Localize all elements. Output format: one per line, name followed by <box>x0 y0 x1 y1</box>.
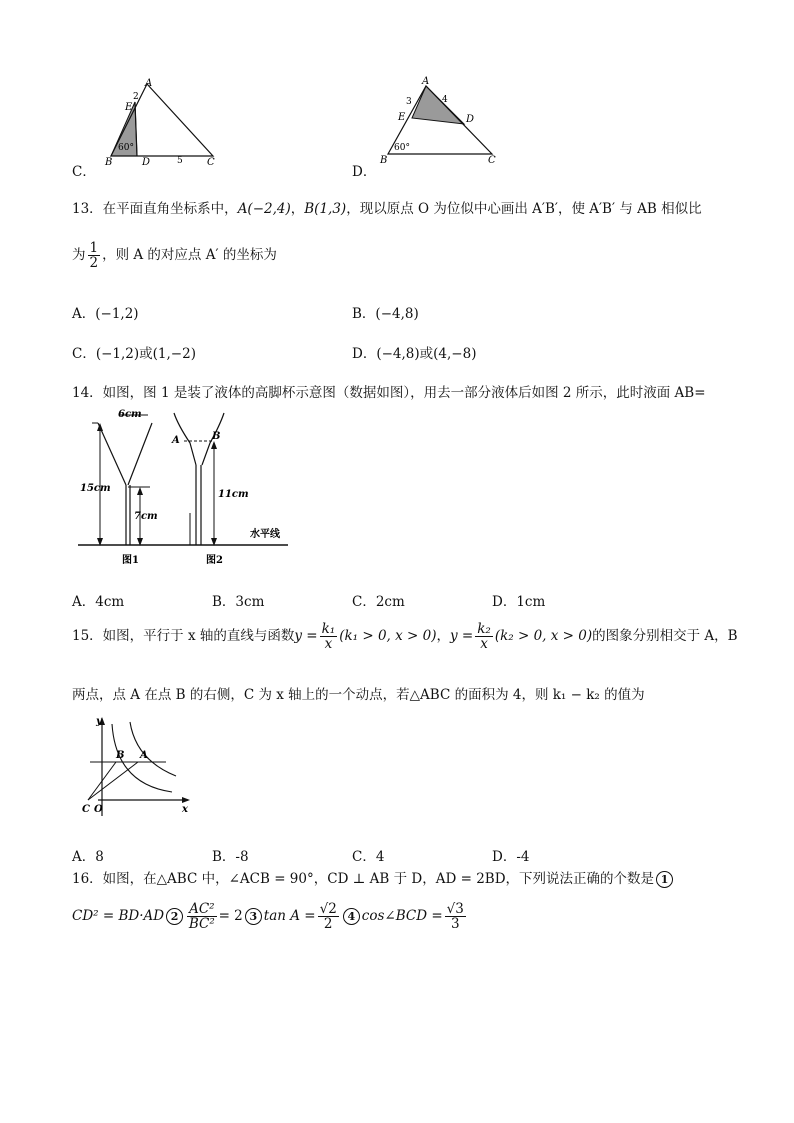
label-angle: 60° <box>394 143 410 153</box>
circle-number-2: 2 <box>166 908 183 925</box>
statement-3: tan A = <box>263 908 316 925</box>
statement-2-fraction: $\frac{\text{AC²}}{\text{BC²}}$ <box>188 901 215 933</box>
label-b: B <box>105 157 113 168</box>
label-fig2: 图2 <box>206 555 223 566</box>
q13-option-c[interactable]: C．(−1,2)或(1,−2) <box>72 346 196 362</box>
q16-statements <box>72 902 468 931</box>
hyperbola-figure <box>76 712 196 822</box>
label-b: B <box>116 750 125 761</box>
label-c: C <box>488 155 496 164</box>
q15-stem-line2: 两点，点 A 在点 B 的右侧，C 为 x 轴上的一个动点，若△ABC 的面积为 4，则 k₁ − k₂ 的值为 <box>72 687 645 703</box>
label-a: A <box>145 78 153 89</box>
q15-option-c[interactable]: C．4 <box>352 849 385 865</box>
q15-option-b[interactable]: B．-8 <box>212 849 249 865</box>
label-b: B <box>380 155 388 164</box>
goblet-figure <box>78 405 290 575</box>
ratio-fraction: $\frac{1}{2}$ <box>89 240 99 272</box>
label-fig1: 图1 <box>122 555 139 566</box>
label-o: O <box>94 804 103 815</box>
label-15cm: 15cm <box>80 483 111 494</box>
option-c-label: C． <box>72 164 96 180</box>
label-c: C <box>207 157 215 168</box>
q16-stem-line1: 16．如图，在△ABC 中，∠ACB = 90°，CD ⊥ AB 于 D，AD = 2BD，下列说法正确的个数是 1 <box>72 867 675 888</box>
label-len-ae: 3 <box>406 97 412 107</box>
statement-2-rhs: = 2 <box>218 908 243 925</box>
label-7cm: 7cm <box>134 511 158 522</box>
label-a: A <box>172 435 180 446</box>
q13-option-a[interactable]: A．(−1,2) <box>72 306 139 322</box>
label-6cm: 6cm <box>118 409 142 420</box>
q13-option-d[interactable]: D．(−4,8)或(4,−8) <box>352 346 477 362</box>
label-11cm: 11cm <box>218 489 249 500</box>
label-e: E <box>398 112 406 123</box>
statement-3-fraction: $\frac{√2}{2}$ <box>319 901 337 933</box>
statement-4-fraction: $\frac{√3}{3}$ <box>446 901 464 933</box>
q15-option-a[interactable]: A．8 <box>72 849 104 865</box>
statement-4: cos∠BCD = <box>361 908 443 925</box>
label-len-ad: 4 <box>442 95 448 105</box>
circle-number-3: 3 <box>245 908 262 925</box>
triangle-figure-c <box>95 76 225 168</box>
label-len-ae: 2 <box>133 92 139 102</box>
label-d: D <box>466 114 475 125</box>
q14-option-a[interactable]: A．4cm <box>72 594 125 610</box>
label-len-dc: 5 <box>177 156 183 166</box>
q13-stem-line2: 为 $\frac{1}{2}$ ，则 A 的对应点 A′ 的坐标为 <box>72 240 277 272</box>
label-a: A <box>140 750 148 761</box>
label-c: C <box>82 804 90 815</box>
label-x: x <box>182 804 188 815</box>
q13-option-b[interactable]: B．(−4,8) <box>352 306 419 322</box>
label-e: E <box>125 102 133 113</box>
q15-stem-line1: 15．如图，平行于 x 轴的直线与函数y = $\frac{\text{k₁}}{x}$ (k₁ > 0, x > 0)，y = $\frac{\text{k₂}}{x}$ (k₂ > 0, x > 0)的图象分别相交于 A，B <box>72 621 738 653</box>
label-horizon: 水平线 <box>250 529 280 540</box>
triangle-figure-d <box>372 72 502 164</box>
q14-stem: 14．如图，图 1 是装了液体的高脚杯示意图（数据如图），用去一部分液体后如图 2 所示，此时液面 AB= <box>72 385 706 401</box>
fraction-k1-x: $\frac{\text{k₁}}{x}$ <box>321 621 336 653</box>
q14-option-b[interactable]: B．3cm <box>212 594 265 610</box>
label-y: y <box>96 716 102 727</box>
option-d-label: D． <box>352 164 377 180</box>
q14-option-d[interactable]: D．1cm <box>492 594 546 610</box>
q15-option-d[interactable]: D．-4 <box>492 849 530 865</box>
label-a: A <box>422 76 430 87</box>
q14-option-c[interactable]: C．2cm <box>352 594 405 610</box>
circle-number-1: 1 <box>656 871 673 888</box>
circle-number-4: 4 <box>343 908 360 925</box>
q13-stem-line1: 13．在平面直角坐标系中，A(−2,4)，B(1,3)，现以原点 O 为位似中心画出 A′B′，使 A′B′ 与 AB 相似比 <box>72 201 702 217</box>
label-b: B <box>212 431 221 442</box>
label-angle: 60° <box>118 143 134 153</box>
fraction-k2-x: $\frac{\text{k₂}}{x}$ <box>477 621 491 653</box>
label-d: D <box>142 157 151 168</box>
statement-1: CD² = BD·AD <box>72 908 165 925</box>
